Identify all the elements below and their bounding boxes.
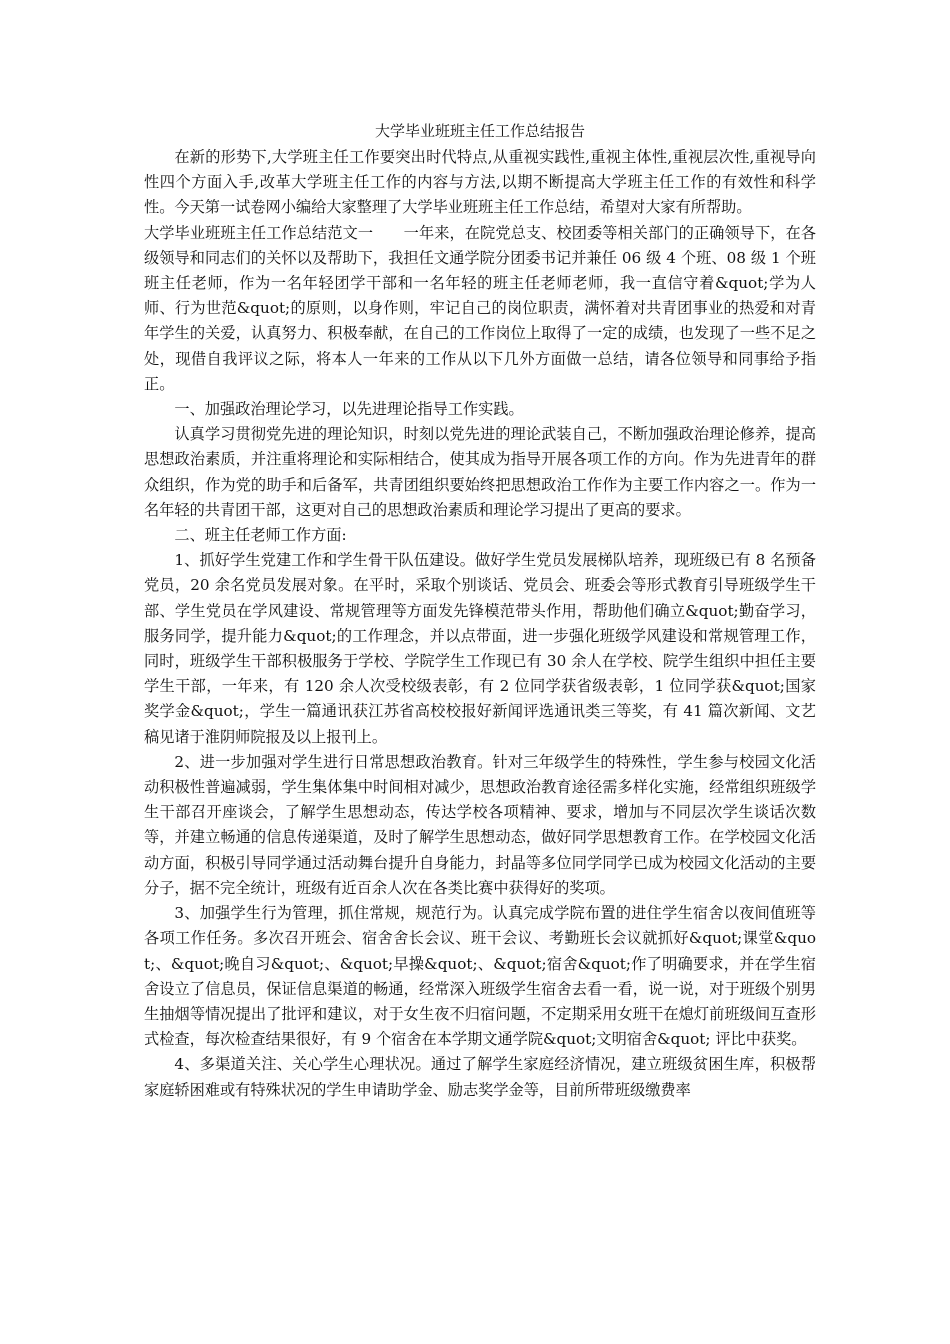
body-paragraph-political-study: 认真学习贯彻党先进的理论知识，时刻以党先进的理论武装自己，不断加强政治理论修养，提高思想政治素质，并注重将理论和实际相结合，使其成为指导开展各项工作的方向。作为先进青年的群众组织，作为党的助手和后备军，共青团组织要始终把思想政治工作作为主要工作内容之一。作为一名年轻的共青团干部，这更对自己的思想政治素质和理论学习提出了更高的要求。 xyxy=(144,425,816,519)
intro-paragraph: 在新的形势下,大学班主任工作要突出时代特点,从重视实践性,重视主体性,重视层次性,重视导向性四个方面入手,改革大学班主任工作的内容与方法,以期不断提高大学班主任工作的有效性和科学性。今天第一试卷网小编给大家整理了大学毕业班班主任工作总结，希望对大家有所帮助。 xyxy=(144,148,816,217)
body-paragraph-item-4: 4、多渠道关注、关心学生心理状况。通过了解学生家庭经济情况，建立班级贫困生库，积极帮家庭轿困难或有特殊状况的学生申请助学金、励志奖学金等，目前所带班级缴费率 xyxy=(144,1055,816,1099)
body-paragraph-item-1: 1、抓好学生党建工作和学生骨干队伍建设。做好学生党员发展梯队培养，现班级已有 8 名预备党员，20 余名党员发展对象。在平时，采取个别谈话、党员会、班委会等形式教育引导班级学生干部、学生党员在学风建设、常规管理等方面发先锋模范带头作用，帮助他们确立&quot;勤奋学习，服务同学，提升能力&quot;的工作理念，并以点带面，进一步强化班级学风建设和常规管理工作，同时，班级学生干部积极服务于学校、学院学生工作现已有 30 余人在学校、院学生组织中担任主要学生干部，一年来，有 120 余人次受校级表彰，有 2 位同学获省级表彰，1 位同学获&quot;国家奖学金&quot;，学生一篇通讯获江苏省高校校报好新闻评选通讯类三等奖，有 41 篇次新闻、文艺稿见诸于淮阴师院报及以上报刊上。 xyxy=(144,551,816,746)
section-heading-political-study: 一、加强政治理论学习，以先进理论指导工作实践。 xyxy=(174,400,524,419)
section-heading-class-teacher-work: 二、班主任老师工作方面: xyxy=(174,526,347,545)
body-paragraph-sample-one: 大学毕业班班主任工作总结范文一 一年来，在院党总支、校团委等相关部门的正确领导下，在各级领导和同志们的关怀以及帮助下，我担任文通学院分团委书记并兼任 06 级 4 个班、08 级 1 个班班主任老师，作为一名年轻团学干部和一名年轻的班主任老师老师，我一直信守着&quot;学为人师、行为世范&quot;的原则，以身作则，牢记自己的岗位职责，满怀着对共青团事业的热爱和对青年学生的关爱，认真努力、积极奉献，在自己的工作岗位上取得了一定的成绩，也发现了一些不足之处，现借自我评议之际，将本人一年来的工作从以下几外方面做一总结，请各位领导和同事给予指正。 xyxy=(144,223,816,393)
body-paragraph-item-2: 2、进一步加强对学生进行日常思想政治教育。针对三年级学生的特殊性，学生参与校园文化活动积极性普遍减弱，学生集体集中时间相对减少，思想政治教育途径需多样化实施，经常组织班级学生干部召开座谈会，了解学生思想动态，传达学校各项精神、要求，增加与不同层次学生谈话次数等，并建立畅通的信息传递渠道，及时了解学生思想动态，做好同学思想教育工作。在学校园文化活动方面，积极引导同学通过活动舞台提升自身能力，封晶等多位同学同学已成为校园文化活动的主要分子，据不完全统计，班级有近百余人次在各类比赛中获得好的奖项。 xyxy=(144,752,816,897)
body-paragraph-item-3: 3、加强学生行为管理，抓住常规，规范行为。认真完成学院布置的进住学生宿舍以夜间值班等各项工作任务。多次召开班会、宿舍舍长会议、班干会议、考勤班长会议就抓好&quot;课堂&quot;、&quot;晚自习&quot;、&quot;早操&quot;、&quot;宿舍&quot;作了明确要求，并在学生宿舍设立了信息员，保证信息渠道的畅通，经常深入班级学生宿舍去看一看，说一说，对于班级个别男生抽烟等情况提出了批评和建议，对于女生夜不归宿问题，不定期采用女班干在熄灯前班级间互查形式检查，每次检查结果很好，有 9 个宿舍在本学期文通学院&quot;文明宿舍&quot; 评比中获奖。 xyxy=(144,904,816,1049)
document-page xyxy=(144,118,816,1103)
document-title: 大学毕业班班主任工作总结报告 xyxy=(374,122,585,140)
